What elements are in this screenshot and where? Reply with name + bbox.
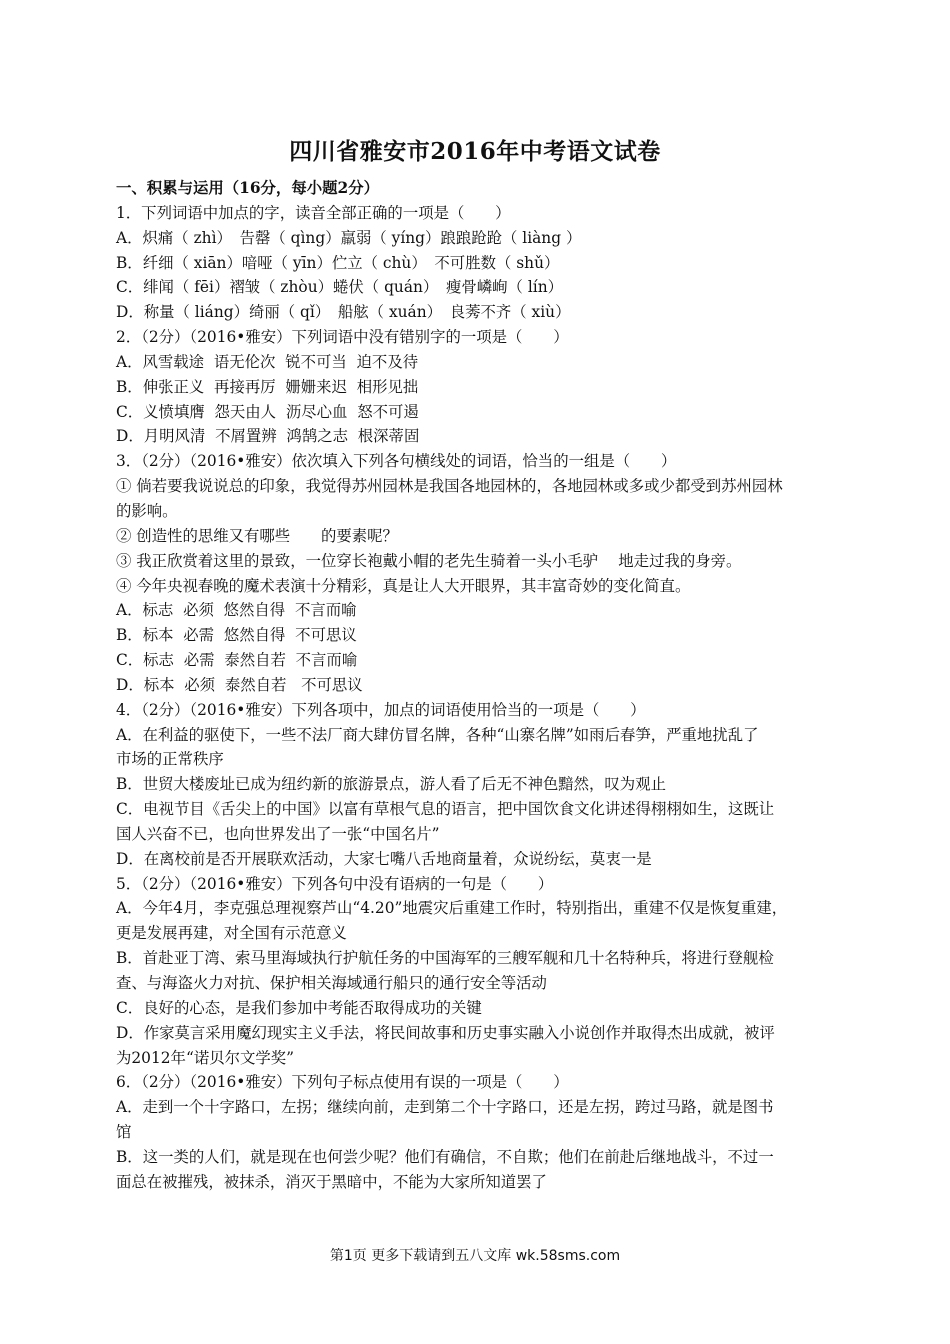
question-6-option-line: B．这一类的人们，就是现在也何尝少呢？他们有确信，不自欺；他们在前赴后继地战斗，不过一 — [116, 1147, 774, 1166]
question-4-option-line: C．电视节目《舌尖上的中国》以富有草根气息的语言，把中国饮食文化讲述得栩栩如生，这既让 — [116, 800, 775, 819]
question-3-sentence: 的影响。 — [116, 501, 178, 520]
question-3-option-d: D．标本 必须 泰然自若 不可思议 — [116, 675, 363, 694]
question-4-option-line: A．在利益的驱使下，一些不法厂商大肆仿冒名牌，各种“山寨名牌”如雨后春笋，严重地扰乱了 — [116, 725, 759, 744]
question-3-sentence: ③ 我正欣赏着这里的景致，一位穿长袍戴小帽的老先生骑着一头小毛驴 地走过我的身旁。 — [116, 551, 742, 570]
question-1-option-d: D．称量（ liáng）绮丽（ qǐ） 船舷（ xuán） 良莠不齐（ xiù） — [116, 303, 571, 322]
question-3-sentence: ④ 今年央视春晚的魔术表演十分精彩，真是让人大开眼界，其丰富奇妙的变化简直。 — [116, 576, 691, 595]
question-2-option-b: B．伸张正义 再接再厉 姗姗来迟 相形见拙 — [116, 377, 419, 396]
question-5-option-line: 查、与海盗火力对抗、保护相关海域通行船只的通行安全等活动 — [116, 974, 547, 992]
question-6-option-line: 馆 — [116, 1123, 132, 1142]
question-6-option-line: 面总在被摧残，被抹杀，消灭于黑暗中，不能为大家所知道罢了 — [116, 1172, 547, 1191]
question-1-stem: 1．下列词语中加点的字，读音全部正确的一项是（ ） — [116, 203, 511, 222]
question-6-stem: 6．（2分）（2016•雅安）下列句子标点使用有误的一项是（ ） — [116, 1073, 569, 1092]
question-5-option-line: D．作家莫言采用魔幻现实主义手法，将民间故事和历史事实融入小说创作并取得杰出成就，被评 — [116, 1023, 775, 1042]
question-5-option-line: 更是发展再建，对全国有示范意义 — [116, 924, 347, 943]
question-3-option-b: B．标本 必需 悠然自得 不可思议 — [116, 626, 357, 645]
question-1-option-a: A．炽痛（ zhì） 告罄（ qìng）羸弱（ yíng）踉踉跄跄（ liàng ） — [116, 228, 582, 247]
question-5-option-line: C．良好的心态，是我们参加中考能否取得成功的关键 — [116, 998, 482, 1017]
question-5-option-line: B．首赴亚丁湾、索马里海域执行护航任务的中国海军的三艘军舰和几十名特种兵，将进行登舰检 — [116, 949, 774, 968]
question-2-stem: 2．（2分）（2016•雅安）下列词语中没有错别字的一项是（ ） — [116, 328, 569, 347]
question-4-option-line: 国人兴奋不已，也向世界发出了一张“中国名片” — [116, 824, 440, 843]
question-1-option-c: C．绯闻（ fēi）褶皱（ zhòu）蜷伏（ quán） 瘦骨嶙峋（ lín） — [116, 278, 563, 297]
question-3-stem: 3．（2分）（2016•雅安）依次填入下列各句横线处的词语，恰当的一组是（ ） — [116, 452, 677, 471]
question-4-option-line: 市场的正常秩序 — [116, 750, 224, 769]
question-5-stem: 5．（2分）（2016•雅安）下列各句中没有语病的一句是（ ） — [116, 874, 554, 893]
question-5-option-line: A．今年4月，李克强总理视察芦山“4.20”地震灾后重建工作时，特别指出，重建不仅是恢复重建， — [116, 899, 788, 918]
question-4-option-line: D．在离校前是否开展联欢活动，大家七嘴八舌地商量着，众说纷纭，莫衷一是 — [116, 849, 652, 868]
section-heading: 一、积累与运用（16分，每小题2分） — [116, 179, 379, 197]
question-3-option-c: C．标志 必需 泰然自若 不言而喻 — [116, 651, 358, 670]
question-4-option-line: B．世贸大楼废址已成为纽约新的旅游景点，游人看了后无不神色黯然，叹为观止 — [116, 775, 666, 794]
page-footer: 第1页 更多下载请到五八文库 wk.58sms.com — [329, 1248, 621, 1264]
question-5-option-line: 为2012年“诺贝尔文学奖” — [116, 1048, 295, 1067]
question-2-option-d: D．月明风清 不屑置辨 鸿鹄之志 根深蒂固 — [116, 427, 420, 446]
question-2-option-c: C．义愤填膺 怨天由人 沥尽心血 怒不可遏 — [116, 402, 419, 421]
page-title: 四川省雅安市2016年中考语文试卷 — [289, 138, 661, 165]
question-1-option-b: B．纤细（ xiān）喑哑（ yīn）伫立（ chù） 不可胜数（ shǔ） — [116, 253, 560, 272]
question-3-option-a: A．标志 必须 悠然自得 不言而喻 — [116, 601, 357, 620]
question-2-option-a: A．风雪载途 语无伦次 锐不可当 迫不及待 — [116, 352, 419, 371]
question-4-stem: 4．（2分）（2016•雅安）下列各项中，加点的词语使用恰当的一项是（ ） — [116, 700, 646, 719]
question-3-sentence: ① 倘若要我说说总的印象，我觉得苏州园林是我国各地园林的，各地园林或多或少都受到苏州园林 — [116, 477, 783, 496]
question-6-option-line: A．走到一个十字路口，左拐；继续向前，走到第二个十字路口，还是左拐，跨过马路，就是图书 — [116, 1098, 774, 1117]
question-3-sentence: ② 创造性的思维又有哪些 的要素呢？ — [116, 526, 398, 545]
exam-content — [116, 176, 838, 1195]
